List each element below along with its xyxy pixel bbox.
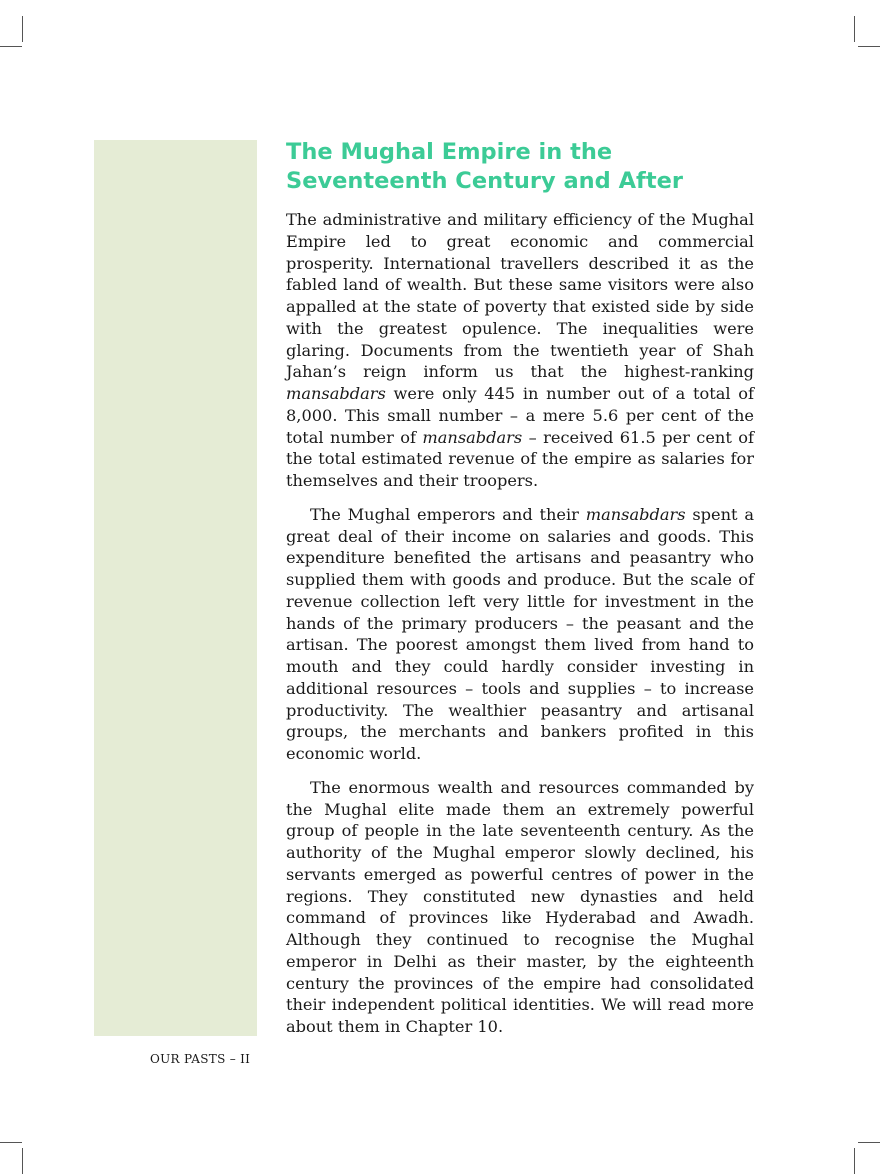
text-segment: spent a great deal of their income on salaries and goods. This expenditure benefited the artisans and peasantry who supplied them with goods and produce. But the scale of revenue collection left very little for investment in the hands of the primary producers – the peasant and the artisan. The poorest amongst them lived from hand to mouth and they could hardly consider investing in additional resources – tools and supplies – to increase productivity. The wealthier peasantry and artisanal groups, the merchants and bankers profited in this economic world. [286, 504, 754, 763]
italic-term: mansabdars [286, 384, 386, 403]
text-segment: were only 445 in number out of a total of 8,000. This small number – a mere 5.6 per cent of the total number of [286, 384, 754, 447]
crop-mark [854, 16, 855, 42]
text-segment: – received 61.5 per cent of the total estimated revenue of the empire as salaries for themselves and their troopers. [286, 427, 755, 490]
section-heading: The Mughal Empire in the Seventeenth Century and After [286, 139, 683, 194]
crop-mark [0, 1142, 22, 1143]
crop-mark [22, 1148, 23, 1174]
crop-mark [0, 46, 22, 47]
text-segment: The enormous wealth and resources commanded by the Mughal elite made them an extremely powerful group of people in the late seventeenth century. As the authority of the Mughal emperor slowly declined, his servants emerged as powerful centres of power in the regions. They constituted new dynasties and held command of provinces like Hyderabad and Awadh. Although they continued to recognise the Mughal emperor in Delhi as their master, by the eighteenth century the provinces of the empire had consolidated their independent political identities. We will read more about them in Chapter 10. [286, 777, 754, 1036]
italic-term: mansabdars [422, 427, 523, 447]
paragraph [286, 777, 754, 1038]
italic-term: mansabdars [585, 504, 686, 524]
margin-sidebar [94, 140, 257, 1036]
paragraph [286, 504, 754, 765]
text-segment: The Mughal emperors and their [310, 504, 586, 524]
text-segment: The administrative and military efficiency of the Mughal Empire led to great economic and commercial prosperity. International travellers described it as the fabled land of wealth. But these same visitors were also appalled at the state of poverty that existed side by side with the greatest opulence. The inequalities were glaring. Documents from the twentieth year of Shah Jahan’s reign inform us that the highest-ranking [286, 210, 754, 382]
crop-mark [854, 1148, 855, 1174]
crop-mark [22, 16, 23, 42]
main-content [286, 138, 754, 1050]
paragraph [286, 209, 754, 492]
crop-mark [858, 1142, 880, 1143]
crop-mark [858, 46, 880, 47]
page-footer: OUR PASTS – II [150, 1052, 251, 1066]
